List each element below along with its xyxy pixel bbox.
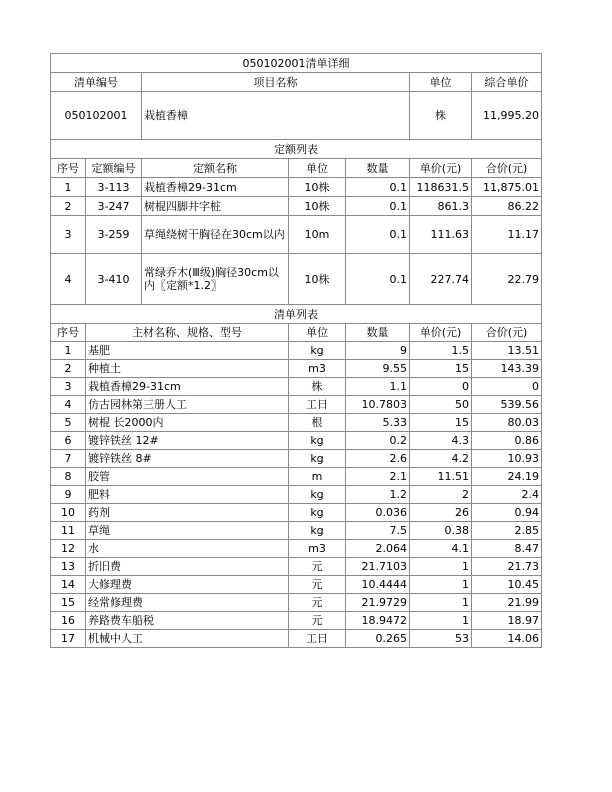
quota-col-code: 定额编号 [86,159,142,178]
material-price: 53 [410,630,472,648]
material-unit: 元 [289,576,346,594]
material-row [51,414,542,432]
material-unit: m3 [289,540,346,558]
material-qty: 2.064 [346,540,410,558]
material-row [51,612,542,630]
quota-no: 3 [51,216,86,254]
material-row [51,594,542,612]
material-total: 143.39 [472,360,542,378]
quota-price: 861.3 [410,197,472,216]
material-name: 树棍 长2000内 [86,414,289,432]
material-price: 1 [410,612,472,630]
material-no: 17 [51,630,86,648]
material-total: 10.45 [472,576,542,594]
material-row [51,450,542,468]
header-unit-label: 单位 [410,73,472,92]
material-qty: 21.9729 [346,594,410,612]
header-name-label: 项目名称 [142,73,410,92]
material-total: 21.73 [472,558,542,576]
material-name: 机械中人工 [86,630,289,648]
material-row [51,540,542,558]
material-qty: 0.2 [346,432,410,450]
quota-col-price: 单价(元) [410,159,472,178]
material-price: 15 [410,414,472,432]
material-name: 药剂 [86,504,289,522]
material-unit: 根 [289,414,346,432]
quota-unit: 10株 [289,178,346,197]
quota-price: 227.74 [410,254,472,305]
material-row [51,504,542,522]
quota-unit: 10株 [289,254,346,305]
material-unit: kg [289,450,346,468]
material-price: 4.2 [410,450,472,468]
material-qty: 0.036 [346,504,410,522]
header-code-label: 清单编号 [51,73,142,92]
quota-total: 22.79 [472,254,542,305]
material-row [51,360,542,378]
bill-detail-table [50,53,542,648]
material-qty: 1.2 [346,486,410,504]
material-unit: kg [289,522,346,540]
material-name: 经常修理费 [86,594,289,612]
material-row [51,432,542,450]
material-unit: 元 [289,612,346,630]
material-total: 2.4 [472,486,542,504]
material-no: 16 [51,612,86,630]
material-total: 539.56 [472,396,542,414]
material-total: 0.94 [472,504,542,522]
material-qty: 21.7103 [346,558,410,576]
quota-col-unit: 单位 [289,159,346,178]
material-unit: kg [289,342,346,360]
material-row [51,522,542,540]
materials-header-row [51,324,542,342]
material-price: 1.5 [410,342,472,360]
material-price: 4.1 [410,540,472,558]
material-qty: 10.4444 [346,576,410,594]
material-no: 4 [51,396,86,414]
quota-header-row [51,159,542,178]
material-row [51,630,542,648]
material-qty: 7.5 [346,522,410,540]
material-no: 13 [51,558,86,576]
material-row [51,576,542,594]
material-total: 2.85 [472,522,542,540]
material-total: 21.99 [472,594,542,612]
quota-unit: 10m [289,216,346,254]
material-price: 11.51 [410,468,472,486]
material-name: 胶管 [86,468,289,486]
material-row [51,378,542,396]
material-qty: 9 [346,342,410,360]
material-name: 养路费车船税 [86,612,289,630]
material-unit: kg [289,486,346,504]
material-price: 26 [410,504,472,522]
material-total: 8.47 [472,540,542,558]
material-qty: 9.55 [346,360,410,378]
material-no: 6 [51,432,86,450]
material-qty: 2.1 [346,468,410,486]
material-no: 1 [51,342,86,360]
material-unit: 工日 [289,630,346,648]
quota-col-no: 序号 [51,159,86,178]
material-qty: 18.9472 [346,612,410,630]
material-row [51,396,542,414]
quota-price: 118631.5 [410,178,472,197]
material-total: 13.51 [472,342,542,360]
material-name: 镀锌铁丝 12# [86,432,289,450]
material-name: 水 [86,540,289,558]
material-total: 0.86 [472,432,542,450]
material-price: 1 [410,558,472,576]
item-price: 11,995.20 [472,92,542,140]
material-name: 种植土 [86,360,289,378]
quota-no: 4 [51,254,86,305]
material-name: 肥料 [86,486,289,504]
material-qty: 2.6 [346,450,410,468]
material-no: 3 [51,378,86,396]
material-total: 24.19 [472,468,542,486]
material-row [51,342,542,360]
quota-qty: 0.1 [346,197,410,216]
materials-col-qty: 数量 [346,324,410,342]
quota-row [51,254,542,305]
materials-section-title: 清单列表 [51,305,542,324]
quota-no: 1 [51,178,86,197]
item-unit: 株 [410,92,472,140]
materials-col-price: 单价(元) [410,324,472,342]
materials-col-no: 序号 [51,324,86,342]
quota-total: 11,875.01 [472,178,542,197]
quota-no: 2 [51,197,86,216]
material-row [51,486,542,504]
quota-row [51,216,542,254]
quota-code: 3-247 [86,197,142,216]
material-total: 10.93 [472,450,542,468]
material-price: 15 [410,360,472,378]
materials-col-name: 主材名称、规格、型号 [86,324,289,342]
material-no: 14 [51,576,86,594]
material-no: 2 [51,360,86,378]
material-no: 10 [51,504,86,522]
material-total: 14.06 [472,630,542,648]
quota-qty: 0.1 [346,178,410,197]
quota-qty: 0.1 [346,216,410,254]
material-unit: kg [289,504,346,522]
material-no: 9 [51,486,86,504]
material-price: 1 [410,594,472,612]
material-price: 50 [410,396,472,414]
quota-total: 86.22 [472,197,542,216]
material-price: 0 [410,378,472,396]
material-price: 0.38 [410,522,472,540]
quota-row [51,197,542,216]
material-name: 镀锌铁丝 8# [86,450,289,468]
material-price: 1 [410,576,472,594]
material-unit: kg [289,432,346,450]
sheet-title: 050102001清单详细 [51,54,542,73]
quota-code: 3-113 [86,178,142,197]
material-no: 15 [51,594,86,612]
material-no: 11 [51,522,86,540]
material-unit: 株 [289,378,346,396]
material-name: 仿古园林第三册人工 [86,396,289,414]
quota-name: 常绿乔木(Ⅲ级)胸径30cm以内〖定额*1.2〗 [142,254,289,305]
material-qty: 1.1 [346,378,410,396]
material-name: 栽植香樟29-31cm [86,378,289,396]
material-no: 5 [51,414,86,432]
material-qty: 0.265 [346,630,410,648]
quota-unit: 10株 [289,197,346,216]
material-row [51,558,542,576]
material-price: 2 [410,486,472,504]
material-total: 18.97 [472,612,542,630]
material-row [51,468,542,486]
material-unit: 元 [289,558,346,576]
quota-total: 11.17 [472,216,542,254]
material-price: 4.3 [410,432,472,450]
material-no: 8 [51,468,86,486]
material-total: 0 [472,378,542,396]
materials-col-total: 合价(元) [472,324,542,342]
quota-section-title: 定额列表 [51,140,542,159]
header-price-label: 综合单价 [472,73,542,92]
quota-name: 栽植香樟29-31cm [142,178,289,197]
materials-col-unit: 单位 [289,324,346,342]
material-name: 草绳 [86,522,289,540]
item-name: 栽植香樟 [142,92,410,140]
material-unit: m3 [289,360,346,378]
material-name: 基肥 [86,342,289,360]
quota-qty: 0.1 [346,254,410,305]
quota-col-qty: 数量 [346,159,410,178]
quota-code: 3-259 [86,216,142,254]
material-qty: 10.7803 [346,396,410,414]
material-no: 12 [51,540,86,558]
quota-name: 树棍四脚井字桩 [142,197,289,216]
material-total: 80.03 [472,414,542,432]
material-qty: 5.33 [346,414,410,432]
material-unit: 工日 [289,396,346,414]
material-name: 大修理费 [86,576,289,594]
material-name: 折旧费 [86,558,289,576]
material-unit: m [289,468,346,486]
item-code: 050102001 [51,92,142,140]
quota-name: 草绳绕树干胸径在30cm以内 [142,216,289,254]
quota-code: 3-410 [86,254,142,305]
quota-col-name: 定额名称 [142,159,289,178]
quota-col-total: 合价(元) [472,159,542,178]
material-unit: 元 [289,594,346,612]
material-no: 7 [51,450,86,468]
quota-price: 111.63 [410,216,472,254]
quota-row [51,178,542,197]
